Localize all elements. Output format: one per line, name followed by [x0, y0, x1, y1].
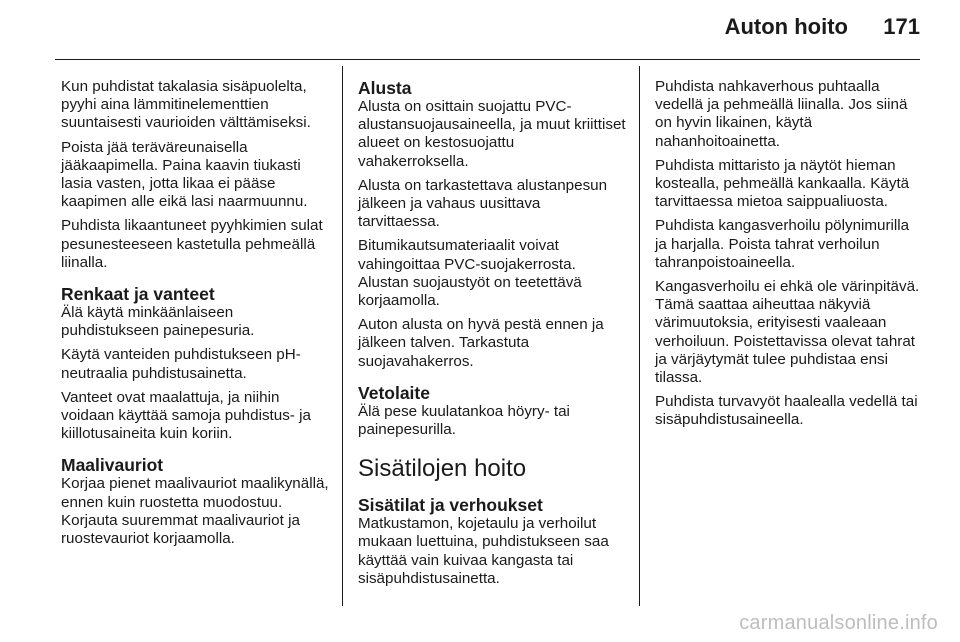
paragraph: Auton alusta on hyvä pestä ennen ja jälkeen talven. Tarkastuta suojavahakerros.	[358, 316, 604, 370]
paragraph: Puhdista turvavyöt haalealla vedellä tai sisäpuhdistusaineella.	[655, 393, 918, 429]
page-header	[0, 0, 960, 60]
text-column-2	[358, 78, 626, 594]
paragraph: Alusta on tarkastettava alustanpesun jälkeen ja vahaus uusittava tarvittaessa.	[358, 176, 608, 231]
section-heading: Sisätilojen hoito	[358, 455, 527, 483]
header-divider	[55, 59, 920, 60]
paragraph: Vanteet ovat maalattuja, ja niihin voidaan käyttää samoja puhdistus- ja kiillotusaineita kuin koriin.	[61, 388, 311, 443]
paragraph: Puhdista nahkaverhous puhtaalla vedellä ja pehmeällä liinalla. Jos siinä on hyvin likainen, käytä nahanhoitoainetta.	[655, 78, 908, 150]
page-number: 171	[883, 14, 920, 39]
section-heading: Renkaat ja vanteet	[61, 284, 215, 305]
paragraph: Puhdista kangasverhoilu pölynimurilla ja harjalla. Poista tahrat verhoilun tahranpoistoaineella.	[655, 217, 910, 271]
paragraph: Kangasverhoilu ei ehkä ole värinpitävä. Tämä saattaa aiheuttaa näkyviä värimuutoksia, erityisesti vaaleaan verhoiluun. Poistettavissa olevat tahrat ja värjäytymät tulee puhdistaa ensi tilassa.	[655, 278, 920, 387]
text-column-3	[655, 78, 923, 436]
column-divider-1	[342, 66, 343, 606]
paragraph: Poista jää teräväreunaisella jääkaapimella. Paina kaavin tiukasti lasia vasten, jotta likaa ei pääse kaapimen alle eikä lasi naarmuunnu.	[61, 138, 308, 211]
watermark: carmanualsonline.info	[739, 612, 938, 634]
paragraph: Älä käytä minkäänlaiseen puhdistukseen painepesuria.	[61, 304, 255, 340]
column-divider-2	[639, 66, 640, 606]
text-column-1	[61, 78, 329, 554]
paragraph: Kun puhdistat takalasia sisäpuolelta, pyyhi aina lämmitinelementtien suuntaisesti vaurioiden välttämiseksi.	[61, 78, 311, 132]
section-heading: Vetolaite	[358, 382, 430, 403]
paragraph: Korjaa pienet maalivauriot maalikynällä, ennen kuin ruostetta muodostuu. Korjauta suuremmat maalivauriot ja ruostevauriot korjaamolla.	[61, 475, 329, 548]
paragraph: Älä pese kuulatankoa höyry- tai painepesurilla.	[358, 402, 570, 439]
section-heading: Maalivauriot	[61, 455, 164, 476]
paragraph: Bitumikautsumateriaalit voivat vahingoittaa PVC-suojakerrosta. Alustan suojaustyöt on teetettävä korjaamolla.	[358, 237, 582, 310]
section-heading: Sisätilat ja verhoukset	[358, 495, 543, 516]
paragraph: Puhdista likaantuneet pyyhkimien sulat pesunesteeseen kastetulla pehmeällä liinalla.	[61, 217, 323, 271]
paragraph: Puhdista mittaristo ja näytöt hieman kostealla, pehmeällä kankaalla. Käytä tarvittaessa mietoa saippualiuosta.	[655, 156, 910, 211]
page-title: Auton hoito	[724, 14, 848, 39]
paragraph: Matkustamon, kojetaulu ja verhoilut mukaan luettuina, puhdistukseen saa käyttää vain kuivaa kangasta tai sisäpuhdistusainetta.	[358, 515, 609, 587]
section-heading: Alusta	[358, 78, 412, 98]
paragraph: Alusta on osittain suojattu PVC-alustansuojausaineella, ja muut kriittiset alueet on kestosuojattu vahakerroksella.	[358, 98, 626, 170]
paragraph: Käytä vanteiden puhdistukseen pH-neutraalia puhdistusainetta.	[61, 346, 301, 382]
